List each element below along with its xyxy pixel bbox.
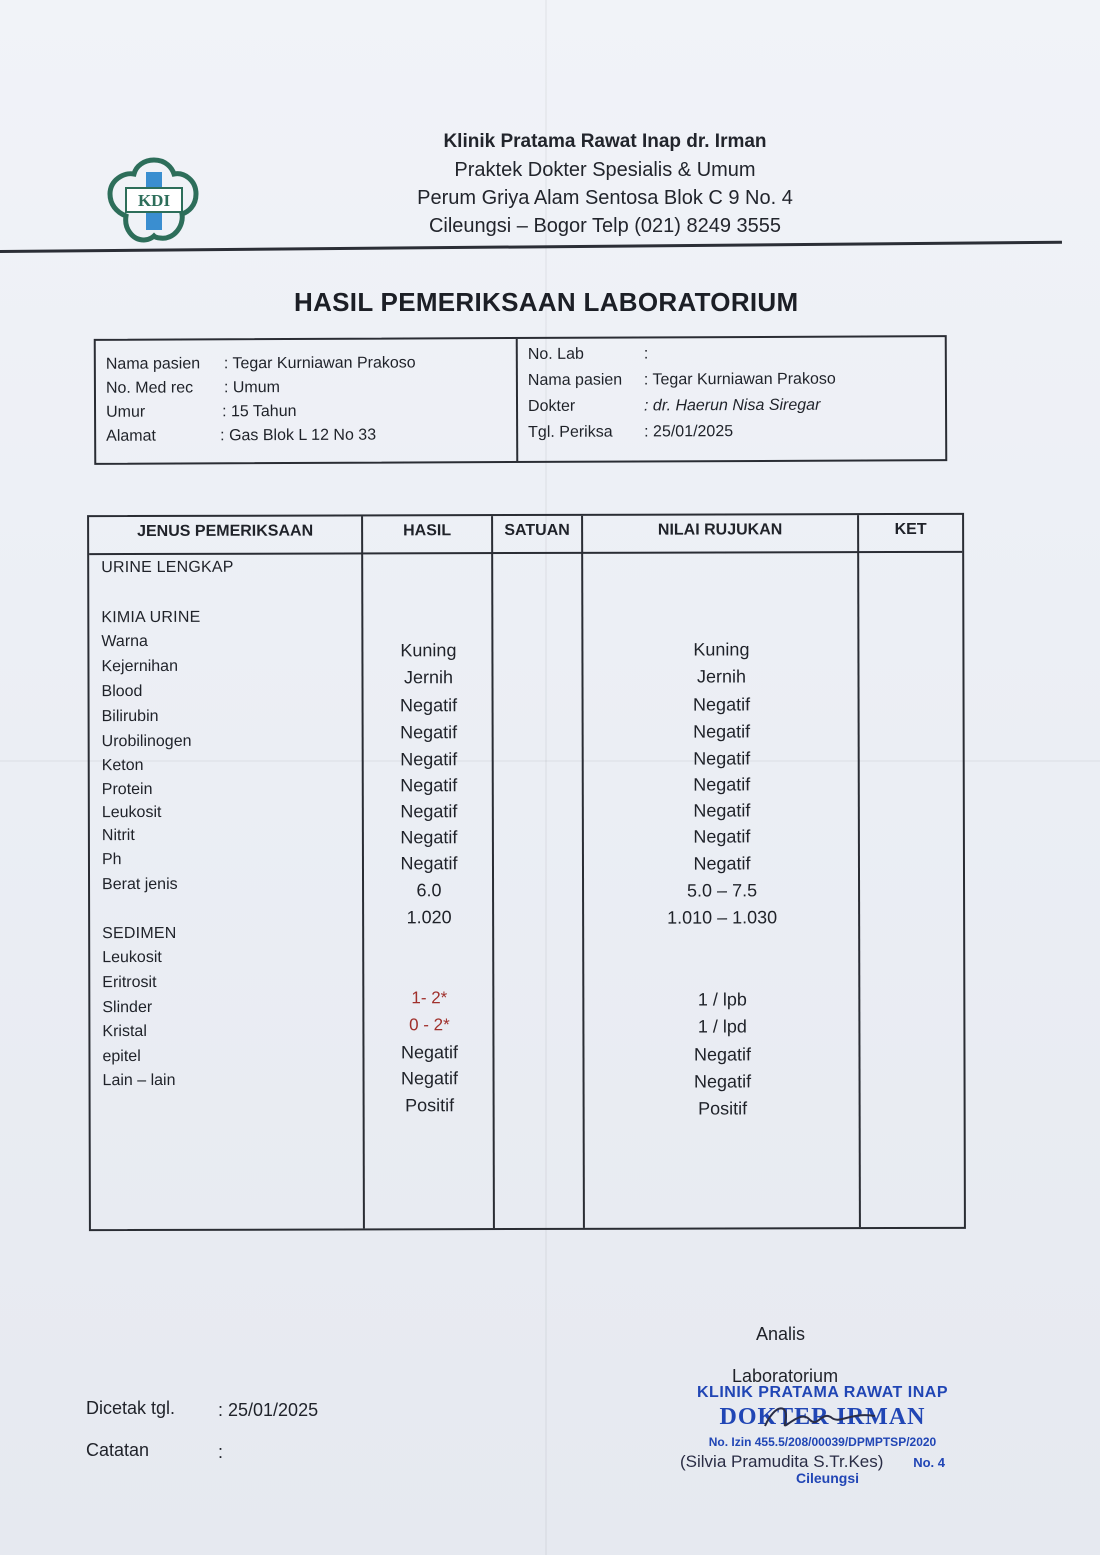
reference-value: 1.010 – 1.030: [667, 907, 778, 928]
patient-value: : Umum: [223, 379, 280, 397]
test-name: Slinder: [102, 998, 153, 1017]
header-result: HASIL: [403, 522, 452, 540]
patient-row: [527, 345, 649, 365]
reference-value: Negatif: [693, 826, 751, 847]
test-name: Leukosit: [102, 948, 162, 967]
patient-label: Alamat: [106, 427, 156, 445]
patient-row: [105, 354, 416, 374]
table-header-rule: [89, 551, 962, 555]
result-value-abnormal: 0 - 2*: [409, 1015, 450, 1035]
test-name: Urobilinogen: [101, 732, 192, 751]
reference-value: Negatif: [693, 1044, 752, 1065]
patient-label: No. Med rec: [105, 379, 194, 397]
reference-value: Positif: [698, 1098, 748, 1119]
patient-value: : Tegar Kurniawan Prakoso: [223, 354, 416, 373]
result-value: Negatif: [400, 749, 458, 770]
patient-row: [527, 396, 821, 417]
test-name: Ph: [101, 851, 122, 869]
reference-value: Negatif: [693, 748, 751, 769]
patient-row: [106, 426, 377, 447]
result-value: Negatif: [400, 1068, 459, 1089]
document-title: HASIL PEMERIKSAAN LABORATORIUM: [294, 287, 799, 317]
result-value: Negatif: [400, 1042, 459, 1063]
notes-value: :: [218, 1442, 224, 1462]
header-unit: SATUAN: [504, 521, 570, 540]
stamp-line1: KLINIK PRATAMA RAWAT INAP: [697, 1384, 948, 1401]
result-value: Negatif: [400, 695, 458, 716]
patient-row: [106, 402, 297, 423]
reference-value: Negatif: [693, 800, 751, 821]
clinic-name: Klinik Pratama Rawat Inap dr. Irman: [443, 131, 767, 152]
printed-date-label: Dicetak tgl.: [86, 1398, 176, 1418]
patient-label: No. Lab: [527, 345, 584, 363]
patient-label: Nama pasien: [105, 355, 201, 373]
analyst-title: Analis: [756, 1324, 806, 1344]
clinic-logo: [104, 154, 204, 246]
result-value: Negatif: [400, 853, 458, 874]
result-value: Negatif: [400, 801, 458, 822]
stamp-line4: No. 4: [913, 1455, 945, 1470]
patient-box-divider: [516, 339, 519, 461]
clinic-address-line1: Perum Griya Alam Sentosa Blok C 9 No. 4: [417, 187, 793, 209]
test-name: Warna: [101, 632, 148, 651]
printed-date-value: : 25/01/2025: [218, 1400, 319, 1420]
result-value: 1.020: [406, 907, 452, 928]
reference-value: Negatif: [693, 694, 751, 715]
patient-value: : 25/01/2025: [644, 423, 734, 441]
test-name: Bilirubin: [101, 707, 159, 726]
test-name: Kejernihan: [101, 657, 178, 676]
results-table: [87, 513, 966, 1231]
result-value: 6.0: [416, 880, 442, 901]
patient-row: [105, 378, 280, 398]
section-kimia-urine: KIMIA URINE: [101, 608, 201, 627]
reference-value: Negatif: [693, 721, 751, 742]
result-value: Negatif: [400, 722, 458, 743]
patient-label: Tgl. Periksa: [528, 423, 613, 441]
reference-value: Jernih: [696, 666, 747, 687]
result-value-abnormal: 1- 2*: [411, 988, 448, 1008]
section-sedimen: SEDIMEN: [102, 924, 177, 943]
test-name: Blood: [101, 683, 143, 701]
patient-value: :: [643, 345, 649, 363]
result-value: Negatif: [400, 827, 458, 848]
patient-label: Nama pasien: [527, 371, 623, 389]
clinic-subtitle: Praktek Dokter Spesialis & Umum: [454, 159, 756, 181]
test-name: Keton: [101, 757, 144, 775]
reference-value: Negatif: [693, 1071, 752, 1092]
patient-row: [528, 423, 734, 443]
stamp-line3: No. Izin 455.5/208/00039/DPMPTSP/2020: [708, 1435, 937, 1449]
header-note: KET: [894, 520, 927, 539]
clinic-header: [405, 128, 805, 240]
header-test-name: JENUS PEMERIKSAAN: [137, 522, 314, 541]
result-value: Kuning: [400, 640, 457, 661]
patient-value: : Tegar Kurniawan Prakoso: [643, 370, 836, 389]
test-name: Protein: [101, 780, 153, 799]
patient-info-box: [94, 335, 948, 465]
test-name: Kristal: [102, 1022, 147, 1041]
reference-value: 5.0 – 7.5: [686, 880, 758, 901]
logo-text: KDI: [137, 191, 171, 210]
analyst-name: (Silvia Pramudita S.Tr.Kes): [680, 1452, 884, 1471]
result-value: Negatif: [400, 775, 458, 796]
reference-value: Negatif: [693, 853, 751, 874]
clinic-address-line2: Cileungsi – Bogor Telp (021) 8249 3555: [428, 215, 782, 237]
reference-value: Negatif: [693, 774, 751, 795]
reference-value: 1 / lpb: [697, 989, 747, 1010]
patient-value: : dr. Haerun Nisa Siregar: [643, 396, 821, 415]
result-value: Positif: [405, 1095, 455, 1116]
patient-label: Umur: [106, 403, 146, 421]
test-name: Nitrit: [101, 827, 135, 845]
patient-value: : 15 Tahun: [222, 402, 297, 421]
reference-value: Kuning: [693, 639, 750, 660]
test-name: epitel: [102, 1048, 141, 1066]
signature-scribble: [760, 1398, 880, 1438]
reference-value: 1 / lpd: [697, 1016, 747, 1037]
test-name: Lain – lain: [102, 1071, 176, 1090]
section-urine-lengkap: URINE LENGKAP: [101, 558, 234, 577]
notes-label: Catatan: [86, 1440, 150, 1460]
patient-label: Dokter: [527, 397, 576, 415]
stamp-line2: DOKTER IRMAN: [719, 1404, 926, 1430]
lab-label: Laboratorium: [732, 1366, 839, 1386]
test-name: Berat jenis: [102, 875, 178, 894]
stamp-line5: Cileungsi: [795, 1470, 859, 1486]
patient-row: [527, 370, 836, 391]
test-name: Leukosit: [101, 803, 162, 822]
test-name: Eritrosit: [102, 973, 157, 992]
header-reference: NILAI RUJUKAN: [657, 521, 783, 539]
patient-value: : Gas Blok L 12 No 33: [220, 426, 377, 445]
result-value: Jernih: [403, 667, 454, 688]
